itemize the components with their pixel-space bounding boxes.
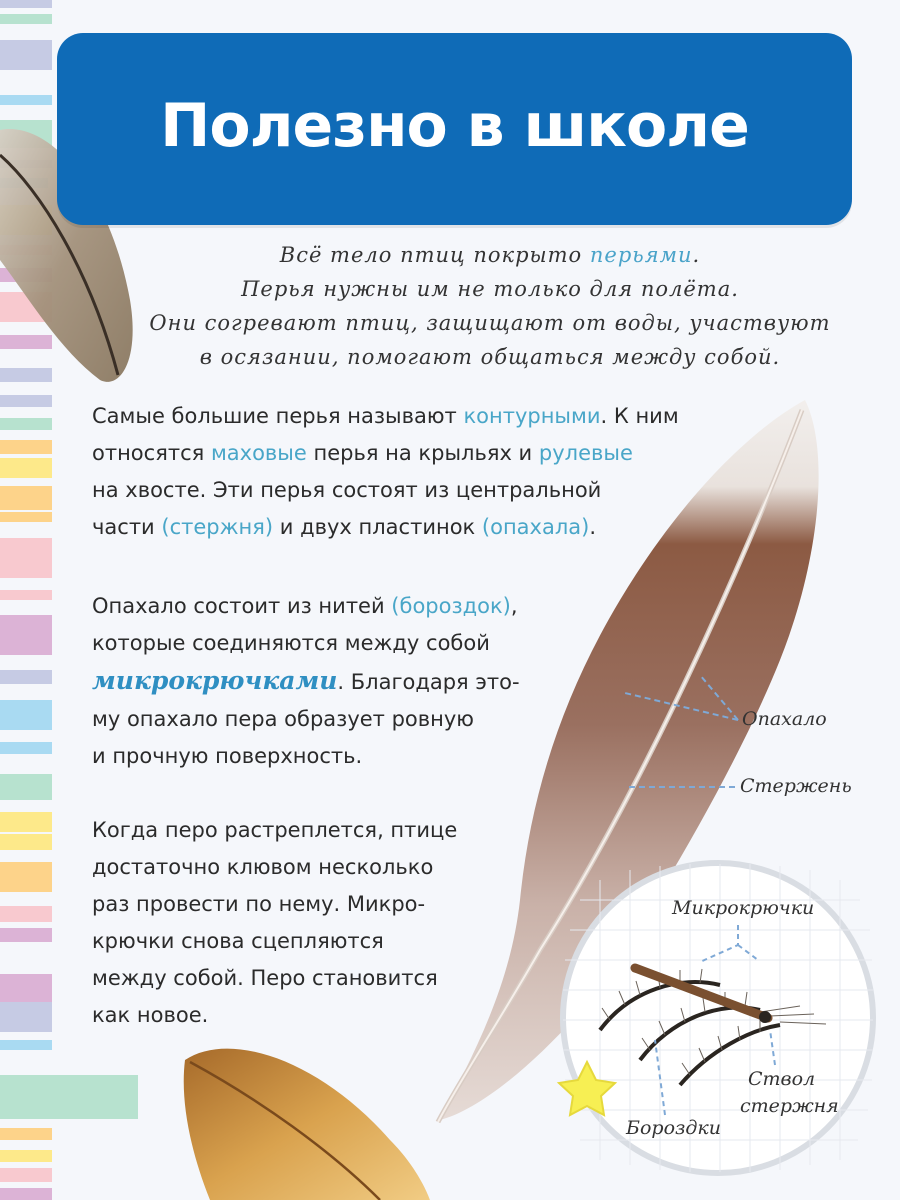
- p2-l1: Опахало состоит из нитей: [92, 594, 392, 618]
- p1-l1-end: . К ним: [600, 404, 679, 428]
- p1-hl-vane: (опахала): [481, 515, 590, 539]
- intro-line-3: Они согревают птиц, защищают от воды, участвуют: [149, 311, 831, 335]
- intro-line-2: Перья нужны им не только для полёта.: [241, 277, 739, 301]
- p3-l5: между собой. Перо становится: [92, 966, 438, 990]
- header-banner: [57, 33, 852, 225]
- p1-hl-flight: маховые: [210, 441, 307, 465]
- label-rachis-2: стержня: [740, 1095, 839, 1117]
- p3-l1: Когда перо растреплется, птице: [92, 818, 458, 842]
- intro-line-4: в осязании, помогают общаться между собой.: [199, 345, 781, 369]
- intro-text: [120, 238, 860, 374]
- p2-l4: му опахало пера образует ровную: [92, 707, 474, 731]
- intro-line-1-end: .: [692, 243, 701, 267]
- p2-l1-end: ,: [510, 594, 518, 618]
- label-hooks: Микрокрючки: [672, 897, 815, 919]
- paragraph-barbs: [92, 588, 552, 775]
- p2-hl-hooks: микрокрючками: [92, 666, 338, 695]
- label-rachis-1: Ствол: [748, 1068, 816, 1090]
- p1-l3: на хвосте. Эти перья состоят из центральной: [92, 478, 602, 502]
- p2-l3-end: . Благодаря это-: [337, 670, 520, 694]
- p1-hl-contour: контурными: [463, 404, 601, 428]
- p2-hl-barbs: (бороздок): [391, 594, 511, 618]
- intro-highlight: перьями: [589, 243, 693, 267]
- p1-hl-tail: рулевые: [538, 441, 633, 465]
- p2-l5: и прочную поверхность.: [92, 744, 363, 768]
- p3-l6: как новое.: [92, 1003, 209, 1027]
- p2-l2: которые соединяются между собой: [92, 631, 490, 655]
- p1-l4-mid: и двух пластинок: [273, 515, 482, 539]
- p1-l4-end: .: [589, 515, 597, 539]
- paragraph-contour-feathers: [92, 398, 712, 546]
- label-barbs: Бороздки: [626, 1117, 721, 1139]
- label-vane: Опахало: [742, 708, 827, 730]
- p3-l3: раз провести по нему. Микро-: [92, 892, 426, 916]
- p1-l1: Самые большие перья называют: [92, 404, 464, 428]
- page-title: Полезно в школе: [160, 91, 749, 161]
- p3-l4: крючки снова сцепляются: [92, 929, 384, 953]
- label-shaft: Стержень: [740, 775, 852, 797]
- p1-l2-mid: перья на крыльях и: [306, 441, 539, 465]
- p1-l2: относятся: [92, 441, 211, 465]
- paragraph-repair: [92, 812, 460, 1034]
- bottom-feather: [184, 1049, 430, 1200]
- p3-l2: достаточно клювом несколько: [92, 855, 434, 879]
- p1-l4: части: [92, 515, 162, 539]
- intro-line-1: Всё тело птиц покрыто: [279, 243, 590, 267]
- p1-hl-shaft: (стержня): [161, 515, 274, 539]
